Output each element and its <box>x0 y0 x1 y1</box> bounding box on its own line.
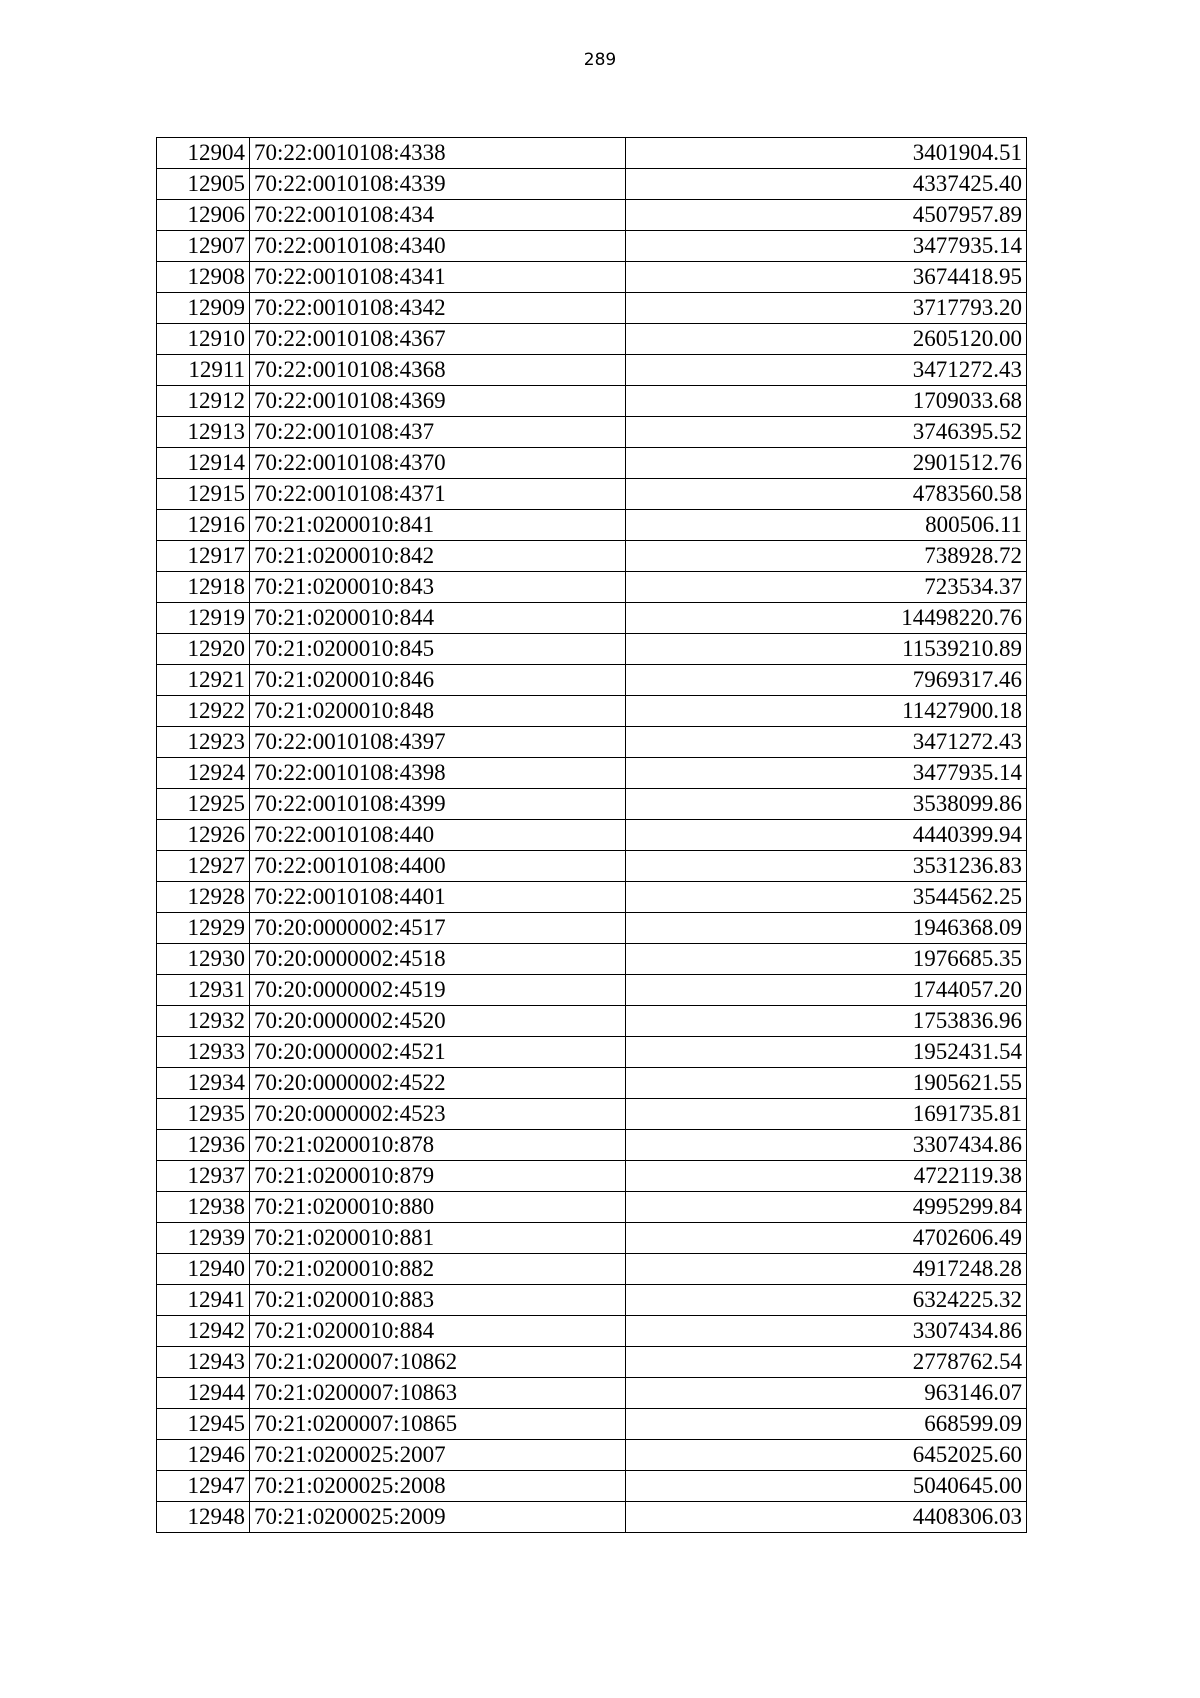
table-row <box>157 1130 1027 1161</box>
row-number-cell: 12906 <box>157 200 250 231</box>
row-number-cell: 12926 <box>157 820 250 851</box>
row-number-cell: 12932 <box>157 1006 250 1037</box>
table-row <box>157 1192 1027 1223</box>
cadastral-value-cell: 1946368.09 <box>626 913 1027 944</box>
cadastral-value-cell: 800506.11 <box>626 510 1027 541</box>
cadastral-value-cell: 1976685.35 <box>626 944 1027 975</box>
page-number: 289 <box>583 50 617 70</box>
row-number-cell: 12918 <box>157 572 250 603</box>
table-row <box>157 231 1027 262</box>
cadastral-number-cell: 70:20:0000002:4522 <box>250 1068 626 1099</box>
table-row <box>157 1099 1027 1130</box>
row-number-cell: 12943 <box>157 1347 250 1378</box>
table-row <box>157 572 1027 603</box>
cadastral-number-cell: 70:22:0010108:4338 <box>250 138 626 169</box>
row-number-cell: 12905 <box>157 169 250 200</box>
table-row <box>157 417 1027 448</box>
cadastral-number-cell: 70:22:0010108:4371 <box>250 479 626 510</box>
row-number-cell: 12909 <box>157 293 250 324</box>
table-row <box>157 665 1027 696</box>
cadastral-value-cell: 3531236.83 <box>626 851 1027 882</box>
cadastral-value-cell: 1709033.68 <box>626 386 1027 417</box>
row-number-cell: 12913 <box>157 417 250 448</box>
table-row <box>157 758 1027 789</box>
table-row <box>157 169 1027 200</box>
row-number-cell: 12922 <box>157 696 250 727</box>
table-row <box>157 789 1027 820</box>
row-number-cell: 12942 <box>157 1316 250 1347</box>
cadastral-value-cell: 2605120.00 <box>626 324 1027 355</box>
row-number-cell: 12933 <box>157 1037 250 1068</box>
cadastral-number-cell: 70:21:0200010:883 <box>250 1285 626 1316</box>
cadastral-number-cell: 70:22:0010108:4341 <box>250 262 626 293</box>
cadastral-number-cell: 70:21:0200010:884 <box>250 1316 626 1347</box>
table-row <box>157 1285 1027 1316</box>
row-number-cell: 12908 <box>157 262 250 293</box>
table-row <box>157 1254 1027 1285</box>
table-row <box>157 1068 1027 1099</box>
row-number-cell: 12921 <box>157 665 250 696</box>
table-row <box>157 479 1027 510</box>
cadastral-value-cell: 6324225.32 <box>626 1285 1027 1316</box>
row-number-cell: 12937 <box>157 1161 250 1192</box>
cadastral-number-cell: 70:21:0200010:882 <box>250 1254 626 1285</box>
cadastral-value-cell: 723534.37 <box>626 572 1027 603</box>
table-row <box>157 696 1027 727</box>
cadastral-number-cell: 70:22:0010108:4399 <box>250 789 626 820</box>
table-row <box>157 1223 1027 1254</box>
row-number-cell: 12910 <box>157 324 250 355</box>
cadastral-value-cell: 6452025.60 <box>626 1440 1027 1471</box>
row-number-cell: 12944 <box>157 1378 250 1409</box>
cadastral-value-cell: 4337425.40 <box>626 169 1027 200</box>
cadastral-number-cell: 70:22:0010108:4397 <box>250 727 626 758</box>
cadastral-number-cell: 70:22:0010108:437 <box>250 417 626 448</box>
row-number-cell: 12916 <box>157 510 250 541</box>
table-row <box>157 1316 1027 1347</box>
table-row <box>157 1161 1027 1192</box>
table-row <box>157 1006 1027 1037</box>
row-number-cell: 12912 <box>157 386 250 417</box>
cadastral-number-cell: 70:21:0200007:10863 <box>250 1378 626 1409</box>
row-number-cell: 12939 <box>157 1223 250 1254</box>
row-number-cell: 12934 <box>157 1068 250 1099</box>
cadastral-value-cell: 1753836.96 <box>626 1006 1027 1037</box>
cadastral-value-cell: 11539210.89 <box>626 634 1027 665</box>
cadastral-number-cell: 70:22:0010108:4369 <box>250 386 626 417</box>
cadastral-number-cell: 70:22:0010108:434 <box>250 200 626 231</box>
cadastral-value-cell: 738928.72 <box>626 541 1027 572</box>
cadastral-value-cell: 14498220.76 <box>626 603 1027 634</box>
table-row <box>157 510 1027 541</box>
row-number-cell: 12946 <box>157 1440 250 1471</box>
table-row <box>157 1502 1027 1533</box>
table-row <box>157 1440 1027 1471</box>
table-row <box>157 820 1027 851</box>
cadastral-value-cell: 3477935.14 <box>626 231 1027 262</box>
row-number-cell: 12911 <box>157 355 250 386</box>
cadastral-number-cell: 70:22:0010108:440 <box>250 820 626 851</box>
cadastral-value-cell: 2901512.76 <box>626 448 1027 479</box>
table-row <box>157 1378 1027 1409</box>
cadastral-value-cell: 668599.09 <box>626 1409 1027 1440</box>
row-number-cell: 12938 <box>157 1192 250 1223</box>
cadastral-value-cell: 11427900.18 <box>626 696 1027 727</box>
cadastral-value-cell: 4440399.94 <box>626 820 1027 851</box>
cadastral-number-cell: 70:20:0000002:4517 <box>250 913 626 944</box>
table-row <box>157 851 1027 882</box>
cadastral-value-cell: 3746395.52 <box>626 417 1027 448</box>
table-row <box>157 1347 1027 1378</box>
cadastral-number-cell: 70:21:0200010:846 <box>250 665 626 696</box>
cadastral-value-cell: 3544562.25 <box>626 882 1027 913</box>
row-number-cell: 12947 <box>157 1471 250 1502</box>
cadastral-number-cell: 70:22:0010108:4400 <box>250 851 626 882</box>
table-row <box>157 944 1027 975</box>
row-number-cell: 12914 <box>157 448 250 479</box>
cadastral-value-cell: 2778762.54 <box>626 1347 1027 1378</box>
cadastral-number-cell: 70:21:0200010:881 <box>250 1223 626 1254</box>
table-row <box>157 727 1027 758</box>
cadastral-number-cell: 70:22:0010108:4342 <box>250 293 626 324</box>
cadastral-number-cell: 70:20:0000002:4523 <box>250 1099 626 1130</box>
table-row <box>157 262 1027 293</box>
row-number-cell: 12935 <box>157 1099 250 1130</box>
cadastral-value-cell: 4722119.38 <box>626 1161 1027 1192</box>
row-number-cell: 12927 <box>157 851 250 882</box>
cadastral-number-cell: 70:21:0200010:880 <box>250 1192 626 1223</box>
cadastral-value-table <box>156 137 1027 1533</box>
cadastral-value-cell: 3471272.43 <box>626 727 1027 758</box>
cadastral-number-cell: 70:22:0010108:4401 <box>250 882 626 913</box>
cadastral-value-cell: 4917248.28 <box>626 1254 1027 1285</box>
cadastral-number-cell: 70:21:0200025:2009 <box>250 1502 626 1533</box>
cadastral-value-cell: 3674418.95 <box>626 262 1027 293</box>
table-row <box>157 386 1027 417</box>
row-number-cell: 12929 <box>157 913 250 944</box>
cadastral-number-cell: 70:22:0010108:4368 <box>250 355 626 386</box>
cadastral-value-cell: 5040645.00 <box>626 1471 1027 1502</box>
cadastral-number-cell: 70:20:0000002:4519 <box>250 975 626 1006</box>
table-row <box>157 200 1027 231</box>
cadastral-number-cell: 70:20:0000002:4520 <box>250 1006 626 1037</box>
cadastral-value-cell: 3307434.86 <box>626 1316 1027 1347</box>
row-number-cell: 12904 <box>157 138 250 169</box>
cadastral-value-cell: 3477935.14 <box>626 758 1027 789</box>
table-body <box>157 138 1027 1533</box>
cadastral-value-cell: 963146.07 <box>626 1378 1027 1409</box>
cadastral-value-cell: 3471272.43 <box>626 355 1027 386</box>
row-number-cell: 12940 <box>157 1254 250 1285</box>
cadastral-number-cell: 70:22:0010108:4340 <box>250 231 626 262</box>
table-row <box>157 1471 1027 1502</box>
cadastral-number-cell: 70:21:0200010:845 <box>250 634 626 665</box>
row-number-cell: 12930 <box>157 944 250 975</box>
row-number-cell: 12936 <box>157 1130 250 1161</box>
cadastral-number-cell: 70:20:0000002:4521 <box>250 1037 626 1068</box>
cadastral-number-cell: 70:21:0200007:10862 <box>250 1347 626 1378</box>
cadastral-value-cell: 3538099.86 <box>626 789 1027 820</box>
cadastral-number-cell: 70:20:0000002:4518 <box>250 944 626 975</box>
table-row <box>157 448 1027 479</box>
table-row <box>157 882 1027 913</box>
cadastral-value-cell: 1952431.54 <box>626 1037 1027 1068</box>
table-row <box>157 293 1027 324</box>
table-row <box>157 975 1027 1006</box>
table-row <box>157 355 1027 386</box>
table-row <box>157 324 1027 355</box>
row-number-cell: 12941 <box>157 1285 250 1316</box>
row-number-cell: 12928 <box>157 882 250 913</box>
table-row <box>157 634 1027 665</box>
cadastral-number-cell: 70:22:0010108:4398 <box>250 758 626 789</box>
row-number-cell: 12915 <box>157 479 250 510</box>
cadastral-number-cell: 70:22:0010108:4367 <box>250 324 626 355</box>
row-number-cell: 12945 <box>157 1409 250 1440</box>
cadastral-value-cell: 3401904.51 <box>626 138 1027 169</box>
cadastral-number-cell: 70:22:0010108:4370 <box>250 448 626 479</box>
cadastral-number-cell: 70:21:0200010:844 <box>250 603 626 634</box>
cadastral-number-cell: 70:21:0200025:2008 <box>250 1471 626 1502</box>
table-row <box>157 1037 1027 1068</box>
cadastral-number-cell: 70:21:0200010:848 <box>250 696 626 727</box>
table-row <box>157 1409 1027 1440</box>
row-number-cell: 12917 <box>157 541 250 572</box>
table-row <box>157 603 1027 634</box>
cadastral-value-cell: 4408306.03 <box>626 1502 1027 1533</box>
cadastral-value-cell: 4507957.89 <box>626 200 1027 231</box>
table-row <box>157 541 1027 572</box>
cadastral-number-cell: 70:21:0200010:841 <box>250 510 626 541</box>
cadastral-value-cell: 4995299.84 <box>626 1192 1027 1223</box>
cadastral-value-cell: 1744057.20 <box>626 975 1027 1006</box>
cadastral-value-cell: 4702606.49 <box>626 1223 1027 1254</box>
cadastral-value-cell: 3307434.86 <box>626 1130 1027 1161</box>
row-number-cell: 12924 <box>157 758 250 789</box>
cadastral-number-cell: 70:21:0200007:10865 <box>250 1409 626 1440</box>
cadastral-number-cell: 70:21:0200010:843 <box>250 572 626 603</box>
cadastral-value-cell: 3717793.20 <box>626 293 1027 324</box>
table-row <box>157 138 1027 169</box>
cadastral-value-cell: 1691735.81 <box>626 1099 1027 1130</box>
row-number-cell: 12907 <box>157 231 250 262</box>
row-number-cell: 12925 <box>157 789 250 820</box>
table-row <box>157 913 1027 944</box>
row-number-cell: 12931 <box>157 975 250 1006</box>
cadastral-number-cell: 70:21:0200025:2007 <box>250 1440 626 1471</box>
cadastral-number-cell: 70:21:0200010:878 <box>250 1130 626 1161</box>
row-number-cell: 12920 <box>157 634 250 665</box>
row-number-cell: 12948 <box>157 1502 250 1533</box>
cadastral-number-cell: 70:21:0200010:842 <box>250 541 626 572</box>
cadastral-number-cell: 70:22:0010108:4339 <box>250 169 626 200</box>
cadastral-number-cell: 70:21:0200010:879 <box>250 1161 626 1192</box>
cadastral-value-cell: 7969317.46 <box>626 665 1027 696</box>
row-number-cell: 12923 <box>157 727 250 758</box>
cadastral-value-cell: 1905621.55 <box>626 1068 1027 1099</box>
cadastral-value-cell: 4783560.58 <box>626 479 1027 510</box>
row-number-cell: 12919 <box>157 603 250 634</box>
